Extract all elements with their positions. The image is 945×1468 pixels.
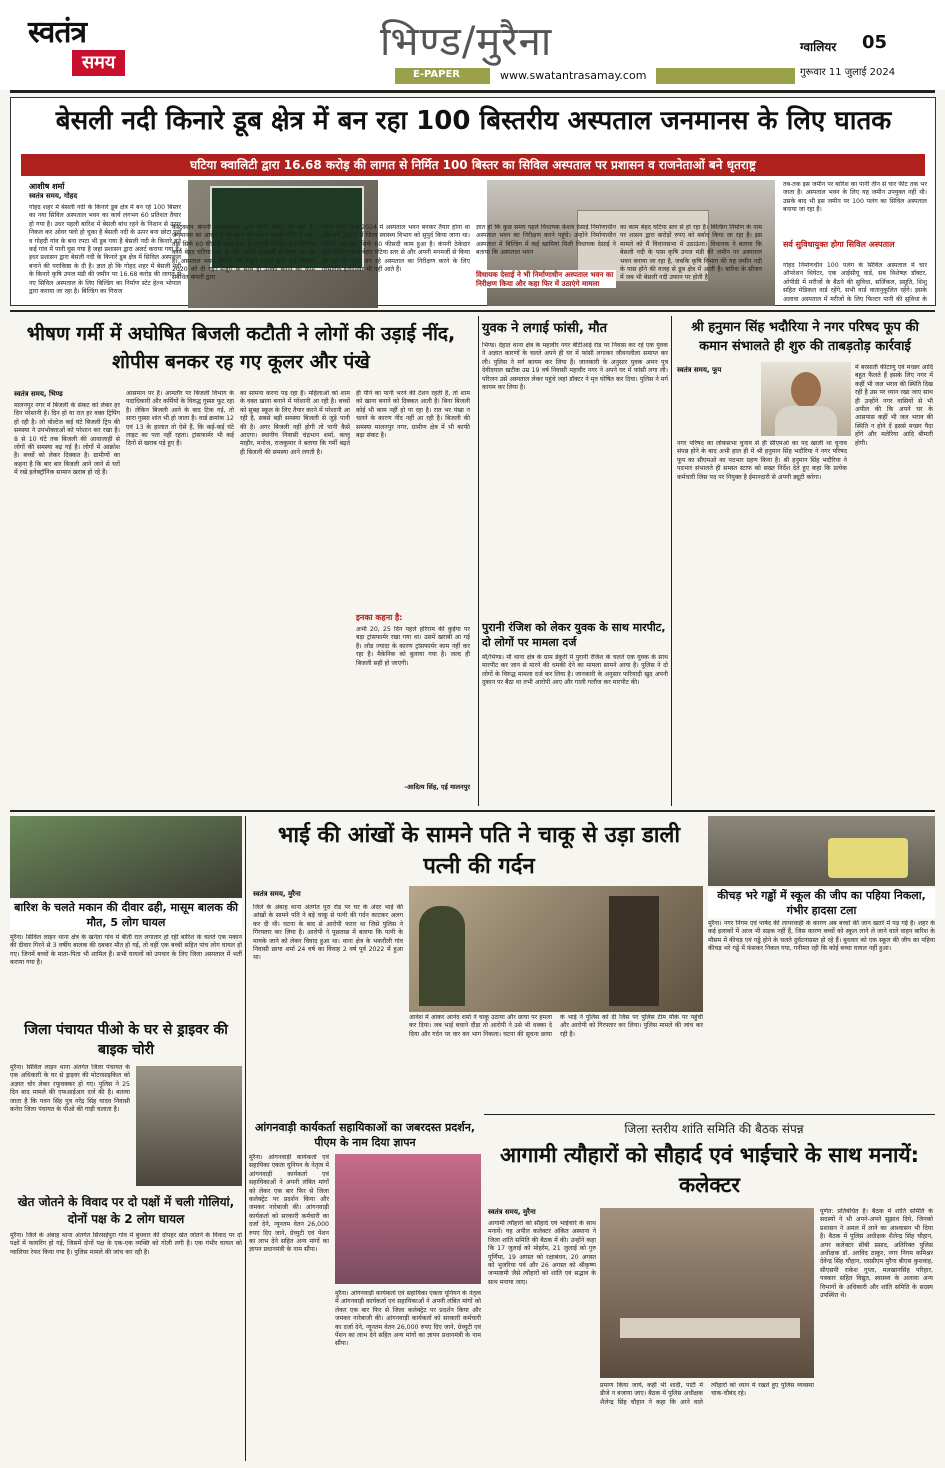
section-title: भिण्ड/मुरैना <box>380 19 553 65</box>
epaper-label: E-PAPER <box>413 69 460 80</box>
peace-headline: आगामी त्यौहारों को सौहार्द एवं भाईचारे के साथ मनायें: कलेक्टर <box>499 1143 920 1197</box>
bike-theft-headline: जिला पंचायत पीओ के घर से ड्राइवर की बाइक चोरी <box>24 1022 228 1058</box>
jeep-caption: कीचड़ भरे गड्ढों में स्कूल की जीप का पहिया निकला, गंभीर हादसा टला <box>708 888 935 918</box>
logo-bottom: समय <box>72 50 125 76</box>
wall-collapse-photo <box>10 816 242 898</box>
vertical-divider-3 <box>245 816 246 1461</box>
peace-meeting-photo <box>600 1208 814 1378</box>
divider-1 <box>10 310 935 312</box>
peace-col-2: प्रमाण किया जाये, कहीं भी शादी, पार्टी में डीजे न बजाया जाए। बैठक में पुलिस अधीक्षक शैलेन्द्र सिंह चौहान ने कहा कि आने वाले त्यौहारों को ध्यान में रखते हुए पुलिस व्यवस्था चाक-चौबंद रहे। <box>600 1382 814 1406</box>
anganwadi-headline: आंगनवाड़ी कार्यकर्ता सहायिकाओं का जबरदस्त प्रदर्शन, पीएम के नाम दिया ज्ञापन <box>254 1121 476 1149</box>
peace-byline: स्वतंत्र समय, मुरैना <box>488 1208 536 1216</box>
lead-col-6: तब-तक इस जमीन पर बारिश का पानी तीन से चार फीट तक भर जाता है। अस्पताल भवन के लिए यह जमीन उपयुक्त नहीं थी। उसके बाद भी इस जमीन पर 100 पलंग का सिविल अस्पताल बनाया जा रहा है। <box>783 181 927 214</box>
peace-col-1: आगामी त्यौहारों को सौहार्द एवं भाईचारे के साथ मनायें। यह अपील कलेक्टर अंकित अस्थाना ने जिला शांति समिति की बैठक में की। उन्होंने कहा कि 17 जुलाई को मोहर्रम, 21 जुलाई को गुरु पूर्णिमा, 19 अगस्त को रक्षाबंधन, 20 अगस्त को भुजरिया पर्व और 26 अगस्त को श्रीकृष्ण जन्माष्टमी जैसे त्यौहारों को शांति एवं सद्भाव के साथ मनाया जाए। <box>488 1220 596 1286</box>
bike-theft-photo <box>136 1066 242 1186</box>
lead-box-heading: सर्व सुविधायुक्त होगा सिविल अस्पताल <box>783 240 895 249</box>
murder-col-2: आवेश में आकर आनंद शर्मा ने चाकू उठाया और छाया पर हमला कर दिया। जब भाई बचाने दौड़ा तो आरोपी ने उसे भी धक्का दे दिया और गर्दन पर वार कर भाग निकला। घटना की सूचना छाया के भाई ने पुलिस को दी जिस पर पुलिस टीम मौके पर पहुंची और आरोपी को गिरफ्तार कर लिया। पुलिस मामले की जांच कर रही है। <box>409 1014 703 1038</box>
masthead <box>0 0 945 90</box>
power-cut-quote-heading: इनका कहना है: <box>356 613 403 622</box>
divider-2 <box>10 810 935 812</box>
power-cut-quote-attr: -आदित्य सिंह, एई मालनपुर <box>404 783 470 791</box>
anganwadi-story <box>249 1120 481 1460</box>
lead-headline: बेसली नदी किनारे डूब क्षेत्र में बन रहा 100 बिस्तरीय अस्पताल जनमानस के लिए घातक <box>55 106 892 136</box>
page-info <box>800 30 920 80</box>
murder-byline: स्वतंत्र समय, मुरैना <box>253 890 301 898</box>
murder-scene-photo <box>409 886 703 1012</box>
farm-fight-body: मुरैना। जिले के अंबाह थाना अंतर्गत सिरसईपुरा गांव में बुधवार की दोपहर खेत जोतने के विवाद पर दो पक्षों में फायरिंग हो गई, जिसमें दोनों पक्ष के एक-एक व्यक्ति को गोली लगी है। एक गंभीर घायल को ग्वालियर रेफर किया गया है। पुलिस मामले की जांच कर रही है। <box>10 1232 242 1256</box>
suicide-story <box>482 316 668 616</box>
anganwadi-body: मुरैना। आंगनवाड़ी कार्यकर्ता एवं सहायिका एकता यूनियन के नेतृत्व में आंगनवाड़ी कार्यकर्ता एवं सहायिकाओं ने अपनी लंबित मांगों को लेकर एक बार फिर से जिला कलेक्ट्रेट पर प्रदर्शन किया और जमकर नारेबाजी की। आंगनवाड़ी कार्यकर्ता को सरकारी कर्मचारी का दर्जा देने, न्यूनतम वेतन 26,000 रुपए दिए जाने, ग्रेच्युटी एवं पेंशन का लाभ देने सहित अन्य मांगों का ज्ञापन प्रधानमंत्री के नाम सौंपा। <box>249 1154 329 1254</box>
doorway <box>609 896 659 1006</box>
jeep-shape <box>828 838 908 878</box>
power-cut-col-1: मालनपुर नगर में बिजली के संकट को लेकर हर दिन परेशानी है। दिन हो या रात हर वक्त ट्रिपिंग हो रही है। लो वोल्टेज कई घंटे बिजली ट्रिप की समस्या ने उपभोक्ताओं को परेशान कर रखा है। 8 से 10 घंटे तक बिजली की आवाजाही से लोगों की समस्या बढ़ गई है। लोगों में आक्रोश है। बच्चों को लेकर दिक्कत है। ग्रामीणों का कहना है कि बार बार बिजली आने जाने से घरों में रखे इलेक्ट्रॉनिक सामान खराब हो रहे हैं। <box>14 402 120 477</box>
wall-collapse-caption: बारिश के चलते मकान की दीवार ढही, मासूम बालक की मौत, 5 लोग घायल <box>10 900 242 930</box>
nagar-parishad-story <box>675 316 935 806</box>
nagar-parishad-col-2: में बरसाती कीटाणु एवं मच्छर आदि बहुत फैलते हैं इसके लिए नगर में कहीं भी जल भराव की स्थिति दिख रही है उस पर ध्यान रखा जाए साथ ही उन्होंने नगर वासियों से भी अपील की कि अपने घर के आसपास कहीं भी जल भराव की स्थिति न होने दें इससे मच्छर पैदा होंगे और मलेरिया आदि बीमारी होगी। <box>855 364 933 447</box>
power-cut-byline: स्वतंत्र समय, भिण्ड <box>14 390 63 398</box>
cmo-portrait <box>761 362 851 436</box>
power-cut-quote: अभी 20, 25 दिन पहले हरिराम की कुईया पर बड़ा ट्रांसफार्मर रखा गया था। उसमें खराबी आ गई है। लोड ज्यादा के कारण ट्रांसफार्मर काम नहीं कर रहा है। मैकेनिक को बुलाया गया है। जल्द ही बिजली सही हो जाएगी। <box>356 626 470 667</box>
lead-col-4b: ज्ञात हो कि कुछ समय पहले विधायक केशव देसाई निर्माणाधीन अस्पताल भवन का निरीक्षण करने पहुंचे। उन्होंने निर्माणाधीन अस्पताल में बिल्डिंग में कई खामियां मिली विधायक देसाई ने बताया कि अस्पताल भवन <box>476 224 616 257</box>
power-cut-headline: भीषण गर्मी में अघोषित बिजली कटौती ने लोगों की उड़ाई नींद, शोपीस बनकर रह गए कूलर और पंखे <box>26 323 456 373</box>
meeting-table <box>620 1318 800 1338</box>
lead-byline: स्वतंत्र समय, गोहद <box>29 192 78 200</box>
rivalry-headline: पुरानी रंजिश को लेकर युवक के साथ मारपीट, दो लोगों पर मामला दर्ज <box>482 621 666 649</box>
anganwadi-photo <box>335 1154 481 1284</box>
power-cut-story <box>10 316 475 803</box>
date-label: गुरूवार 11 जुलाई 2024 <box>800 67 896 78</box>
divider-3 <box>484 1114 935 1115</box>
power-cut-col-2: आसमान पर है। आमतौर पर बिजली विभाग के पदाधिकारी और कर्मियों के विरुद्ध गुस्सा फूट रहा है। लेकिन बिजली आने के बाद टिक गई, तो सारा गुस्सा शांत भी हो जाता है। वार्ड क्रमांक 12 एवं 13 के हालात तो ऐसे हैं, कि कई-कई घंटे लाइट का पता नहीं रहता। ट्रांसफार्मर भी कई दिनों से खराब पड़े हुए हैं। <box>126 390 234 448</box>
farm-fight-story <box>10 1194 242 1458</box>
lead-col-5: का काम बेहद घटिया स्तर से हो रहा है। बिल्डिंग निर्माण के नाम पर शासन द्वारा करोड़ों रुपए को बर्बाद किया जा रहा है। इस मामले को मैं विधानसभा में उठाऊंगा। विधायक ने बताया कि बेसली नदी के पास कृषि उपज मंडी की जमीन पर अस्पताल भवन बनाया जा रहा है, जबकि कृषि विभाग की यह जमीन नदी के पास होने की वजह से डूब क्षेत्र में आती है। बारिश के सीजन में जब भी बेसली नदी उफान पर होती है <box>620 224 762 282</box>
peace-col-3: पूर्णत: प्रतिबंधित है। बैठक में शांति समिति के सदस्यों ने भी अपने-अपने सुझाव दिये, जिनको प्रशासन ने अमल में लाने का आश्वासन भी दिया है। बैठक में पुलिस अधीक्षक शैलेन्द्र सिंह चौहान, अपर कलेक्टर सीबी प्रसाद, अतिरिक्त पुलिस अधीक्षक डॉ. अरविंद ठाकुर, नगर निगम कमिश्नर देवेन्द्र सिंह चौहान, एसडीएम मुरैना बीएस कुशवाह, सीएसपी राकेश गुप्ता, मलखानसिंह परिहार, पत्रकार सहित विद्युत, स्वास्थ्य के अलावा अन्य विभागों के अधिकारी और शांति समिति के सदस्य उपस्थित थे। <box>820 1208 933 1300</box>
lead-col-1: गोहद शहर में बेसली नदी के किनारे डूब क्षेत्र में बन रहे 100 बिस्तर का नया सिविल अस्पताल भवन का कार्य लगभग 60 प्रतिशत तैयार हो गया है। उधर पहली बारिश में बेसली बांध रहने के निशान से ऊपर निकल कर ओवर फ्लो हो चुका है बेसली नदी के ऊपर बना छोटा पुल व गोहदी गांव के बना रपटा भी डूब गया है बेसली नदी के किनारे बने कई गांव में पानी घुस गया है जहां प्रशासन द्वारा अलर्ट कराया गया है। इधर प्रशासन द्वारा बेसली नदी के किनारे डूब क्षेत्र में सिविल अस्पताल बनाने की पराकिष्ठा के दी है। ज्ञात हो कि गोहद शहर में बेसली नदी के किनारे कृषि उपज मंडी की जमीन पर 16.68 करोड़ की लागत से नए सिविल अस्पताल के लिए बिल्डिंग का निर्माण स्टेट हेल्थ भोपाल द्वारा कराया जा रहा है। बिल्डिंग का गिराज <box>29 204 181 296</box>
jeep-photo <box>708 816 935 886</box>
wall-collapse-body: मुरैना। सिविल लाइन थाना क्षेत्र के खनेता गांव में बीती रात लगातार हो रही बारिश के चलते एक मकान की दीवार गिरने से 3 वर्षीय बालक की दबकर मौत हो गई, तो वहीं एक बच्ची सहित पांच लोग घायल हो गए। जिनमें बच्चों के माता-पिता भी शामिल हैं। सभी घायलों को उपचार के लिए जिला अस्पताल में भर्ती कराया गया है। <box>10 934 242 967</box>
bike-theft-story <box>10 1020 242 1190</box>
lead-subhead: घटिया क्वालिटी द्वारा 16.68 करोड़ की लागत से निर्मित 100 बिस्तर का सिविल अस्पताल पर प्रशासन व राजनेताओं बने धृतराष्ट्र <box>21 154 925 176</box>
lead-col-3-lower: किया गया। मार्च 2024 में अस्पताल भवन बनकर तैयार होना था और वर्ष 2025 में जिला स्वास्थ्य विभाग को सुपुर्द किया जाना था। लेकिन अब-तक सिर्फ 60 फीसदी काम हुआ है। कंपनी ठेकेदार द्वारा निर्माण कार्य बेहद घटिया स्तर से और अपनी मनमर्जी से किया जा रहा है। बाढ़ी बन रहे अस्पताल का निरीक्षण करने के लिए विभागीय इंजीनियर भी नहीं आते हैं। <box>322 224 470 274</box>
murder-headline: भाई की आंखों के सामने पति ने चाकू से उड़ा डाली पत्नी की गर्दन <box>277 823 681 879</box>
rivalry-story <box>482 620 668 806</box>
lead-col-7: गोहद निर्माणधीन 100 पलंग के सिविल अस्पताल में चार ऑपरेशन थियेटर, एक आईसीयू वार्ड, सब विशेषज्ञ डॉक्टर, ओपीडी में मरीजों के बैठने की सुविधा, सर्जिकल, प्रसूति, शिशु सहित मेडिकल वार्ड रहेंगे, सभी वार्ड वातानुकूलित रहेंगे। इसके अलावा अस्पताल में मरीजों के लिए फिल्टर पानी की सुविधा के <box>783 262 927 302</box>
murder-col-1: जिले के अंबाह थाना अंतर्गत पुरा रोड पर घर के अंदर भाई की आंखों के सामने पति ने बड़े चाकू से पत्नी की गर्दन काटकर अलग कर दी थी। घटना के बाद से आरोपी फरार था जिसे पुलिस ने गिरफ्तार कर लिया है। आरोपी ने पूछताछ में बताया कि पत्नी के मायके जाने को लेकर विवाद हुआ था। थाना क्षेत्र के भकरौली गांव निवासी छाया शर्मा 24 वर्ष का विवाह 2 वर्ष पूर्व 2022 में हुआ था। <box>253 904 403 962</box>
lead-author: आशीष शर्मा <box>29 182 65 191</box>
wall-collapse-story <box>10 816 242 1016</box>
website-label[interactable]: www.swatantrasamay.com <box>490 68 656 84</box>
bike-theft-body: मुरैना। सिविल लाइन थाना अंतर्गत जिला पंचायत के एक अधिकारी के घर से ड्राइवर की मोटरसाइकिल को अज्ञात चोर लेकर रफूचक्कर हो गए। पुलिस ने 25 दिन बाद मामले की एफआईआर दर्ज की है। बताया जाता है कि पवन सिंह पुत्र नरेंद्र सिंह यादव निवासी कनेरा जिला पंचायत के पीओ की गाड़ी चलाता है। <box>10 1064 130 1114</box>
rivalry-body: मौ/भिण्ड। मौ थाना क्षेत्र के ग्राम डेंकुरी में पुरानी रंजिश के चलते एक युवक के साथ मारपीट कर जान से मारने की धमकी देने का मामला सामने आया है। पुलिस ने दो लोगों के विरुद्ध मामला दर्ज कर लिया है। जानकारी के अनुसार फरियादी खुद अपनी दुकान पर बैठा था तभी आरोपी आए और गाली गलौज कर मारपीट की। <box>482 654 668 687</box>
nagar-parishad-byline: स्वतंत्र समय, फूप <box>677 366 722 374</box>
vertical-divider <box>478 316 479 806</box>
farm-fight-headline: खेत जोतने के विवाद पर दो पक्षों में चली गोलियां, दोनों पक्ष के 2 लोग घायल <box>17 1195 235 1226</box>
page-number: 05 <box>862 32 888 53</box>
officer-figure <box>419 906 465 1006</box>
masthead-rule <box>10 90 935 93</box>
nagar-parishad-headline: श्री हनुमान सिंह भदौरिया ने नगर परिषद फूप की कमान संभालते ही शुरु की ताबड़तोड़ कार्रवाई <box>691 320 919 354</box>
murder-story <box>249 816 704 1116</box>
anganwadi-body-2: मुरैना। आंगनवाड़ी कार्यकर्ता एवं सहायिका एकता यूनियन के नेतृत्व में आंगनवाड़ी कार्यकर्ता एवं सहायिकाओं ने अपनी लंबित मांगों को लेकर एक बार फिर से जिला कलेक्ट्रेट पर प्रदर्शन किया और जमकर नारेबाजी की। आंगनवाड़ी कार्यकर्ता को सरकारी कर्मचारी का दर्जा देने, न्यूनतम वेतन 26,000 रुपए दिए जाने, ग्रेच्युटी एवं पेंशन का लाभ देने सहित अन्य मांगों का ज्ञापन प्रधानमंत्री के नाम सौंपा। <box>335 1290 481 1348</box>
shirt-shape <box>775 406 837 436</box>
peace-kicker: जिला स्तरीय शांति समिति की बैठक संपन्न <box>624 1122 804 1136</box>
logo <box>28 10 138 88</box>
jeep-accident-story <box>708 816 935 1110</box>
face-shape <box>791 372 821 408</box>
suicide-body: भिण्ड। देहात थाना क्षेत्र के महावीर नगर बीटीआई रोड पर निवास कर रहे एक युवक ने अज्ञात कारणों के चलते अपने ही घर में फांसी लगाकर जीवनलीला समाप्त कर ली। पुलिस ने मर्ग कायम कर लिया है। जानकारी के अनुसार युवक अमन पुत्र देवीदयाल खटीक उम्र 19 वर्ष निवासी महावीर नगर ने अपने घर में फांसी लगा ली। परिजन उसे अस्पताल लेकर पहुंचे जहां डॉक्टर ने मृत घोषित कर दिया। पुलिस ने मर्ग कायम कर लिया है। <box>482 342 668 392</box>
logo-top: स्वतंत्र <box>28 15 87 50</box>
nagar-parishad-col-1: नगर परिषद का लोकसभा चुनाव से ही सीएमओ का पद खाली था चुनाव संपन्न होने के बाद अभी हाल ही में श्री हनुमान सिंह भदौरिया ने नगर परिषद फूप का सीएमओ का पदभार ग्रहण किया है। श्री हनुमान सिंह भदौरिया ने पदभार संभालते ही समस्त स्टाफ को सख्त निर्देश देते हुए कहा कि प्रत्येक कर्मचारी जिस पद पर नियुक्त है ईमानदारी से अपनी ड्यूटी करेगा। <box>677 440 847 481</box>
jeep-body: मुरैना। नगर निगम एवं पार्षद की लापरवाही के कारण अब बच्चों की जान खतरे में पड़ गई है। शहर के कई इलाकों में आज भी सड़क नहीं हैं, जिस कारण बच्चों को स्कूल लाने ले जाने वाले वाहन बारिश के मौसम में कीचड़ एवं गड्ढे होने के चलते दुर्घटनाग्रस्त हो रहे हैं। बुधवार को एक स्कूल की जीप का पहिया कीचड़ भरे गड्ढे में फंसकर निकल गया, गनीमत रही कि कोई बच्चा घायल नहीं हुआ। <box>708 920 935 953</box>
city-label: ग्वालियर <box>800 40 837 54</box>
power-cut-col-3: का सामना करना पड़ रहा है। महिलाओं को शाम के वक्त खाना बनाने में परेशानी आ रही है। बच्चों को सुबह स्कूल के लिए तैयार करने में परेशानी आ रही है, सबसे बड़ी समस्या बिजली से जुड़े पानी की है। अगर बिजली नहीं होगी तो पानी कैसे आएगा। स्थानीय निवासी चंद्रभान शर्मा, बल्लू माहौर, मनोज, राजकुमार ने बताया कि गर्मी बढ़ते ही बिजली की समस्या आने लगती है। <box>240 390 350 456</box>
peace-committee-story <box>484 1118 935 1460</box>
lead-col-2-lower: कंस्ट्रक्शन कंपनी अशोकनगर द्वारा तैयार किया जा रहा है। जनमानस का आरोप है कि काम को रफ्तार काफी धीमी है अब-तक सिर्फ 60 फीसदी काम हुआ है। कंपनी ठेकेदार द्वारा निर्माण कार्य बेहद घटिया स्तर से और अपनी मनमर्जी से किया जा रहा है। अस्पताल भवन निर्माण को मंजूरी शासन द्वारा 29 सितंबर 2020 को दी गई। मंजूरी के साथ ही उनको बनाने का काम संबंधित कंपनी द्वारा <box>172 224 315 282</box>
lead-photo-caption: विधायक देसाई ने भी निर्माणाधीन अस्पताल भवन का निरीक्षण किया और कहा फिर में उठाएंगे मामला <box>476 270 616 288</box>
power-cut-col-4: ही पीने का पानी भरने की टेंशन रहती है, तो शाम को खाना बनाने को दिक्कत आती है। बिना बिजली कोई भी काम नहीं हो पा रहा है। रात भर पंखा न चलने के कारण नींद नहीं आ रही है। बिजली की समस्या मालनपुर नगर, ग्रामीण क्षेत्र में भी काफी बढ़ा संकट है। <box>356 390 470 440</box>
suicide-headline: युवक ने लगाई फांसी, मौत <box>482 321 607 336</box>
epaper-bar <box>395 68 795 84</box>
lead-story <box>10 97 936 306</box>
vertical-divider-2 <box>671 316 672 806</box>
